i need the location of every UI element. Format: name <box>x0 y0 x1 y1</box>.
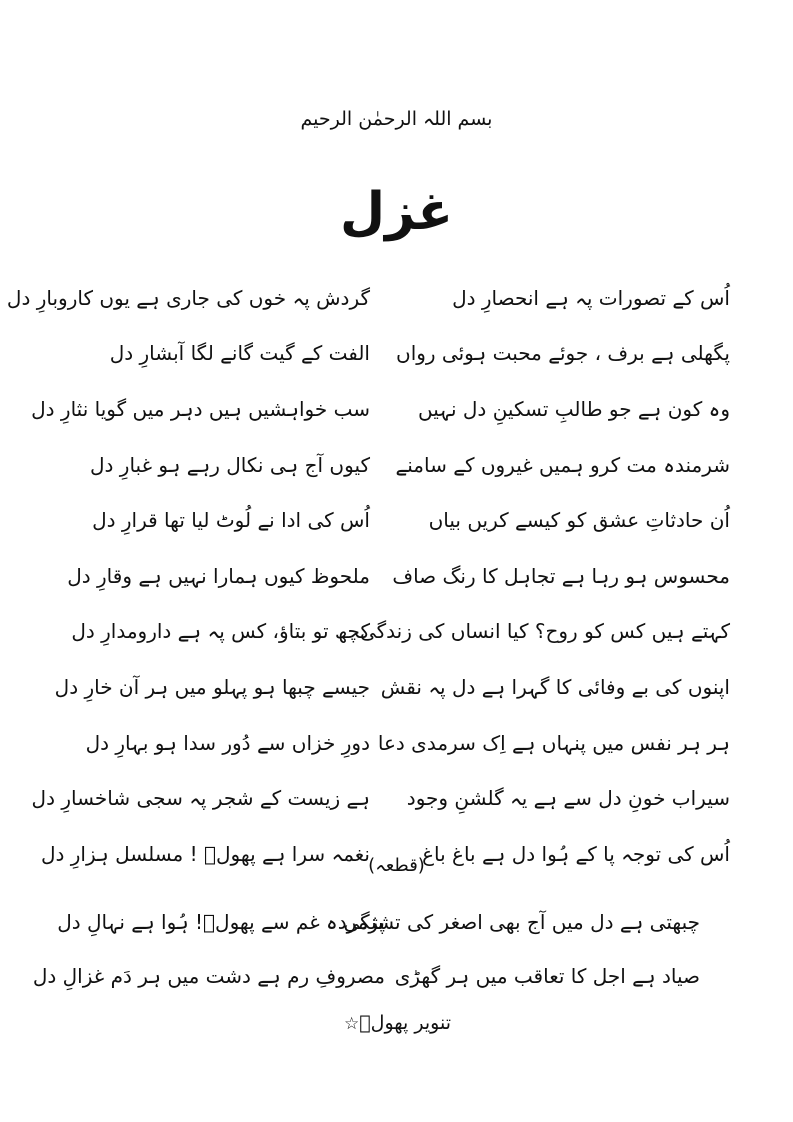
second-line: جیسے چبھا ہو پہلو میں ہر آن خارِ دل <box>54 674 370 699</box>
second-line: کیوں آج ہی نکال رہے ہو غبارِ دل <box>90 452 370 477</box>
couplet <box>40 437 740 493</box>
second-line: پژمردہ غم سے پھولؔ! ہُوا ہے نہالِ دل <box>57 910 385 934</box>
couplet <box>31 381 740 437</box>
couplet <box>40 659 740 715</box>
second-line: ملحوظ کیوں ہمارا نہیں ہے وقارِ دل <box>67 563 370 588</box>
first-line: اُن حادثاتِ عشق کو کیسے کریں بیاں <box>428 508 730 533</box>
ghazal-couplets <box>6 270 740 882</box>
second-line: اُس کی ادا نے لُوٹ لیا تھا قرارِ دل <box>92 508 370 533</box>
first-line: وہ کون ہے جو طالبِ تسکینِ دل نہیں <box>418 396 730 421</box>
first-line: محسوس ہو رہا ہے تجاہل کا رنگ صاف <box>392 563 730 588</box>
couplet <box>40 604 740 660</box>
first-line: کہتے ہیں کس کو روح؟ کیا انساں کی زندگی <box>359 619 730 644</box>
qita-label: (قطعہ) <box>368 855 425 876</box>
first-line: سیراب خونِ دل سے ہے یہ گلشنِ وجود <box>406 786 730 811</box>
first-line: اُس کے تصورات پہ ہے انحصارِ دل <box>452 285 730 310</box>
couplet <box>6 270 740 326</box>
first-line: اُس کی توجہ پا کے ہُوا دل ہے باغ باغ <box>422 841 730 866</box>
first-line: صیاد ہے اجل کا تعاقب میں ہر گھڑی <box>394 964 700 988</box>
second-line: ہے زیست کے شجر پہ سجی شاخسارِ دل <box>31 786 370 811</box>
couplet <box>40 492 740 548</box>
qita-block <box>32 895 710 1003</box>
second-line: کچھ تو بتاؤ، کس پہ ہے دارومدارِ دل <box>71 619 370 644</box>
second-line: سب خواہشیں ہیں دہر میں گویا نثارِ دل <box>31 396 370 421</box>
first-line: شرمندہ مت کرو ہمیں غیروں کے سامنے <box>395 452 730 477</box>
qita-couplet <box>32 949 710 1003</box>
second-line: مصروفِ رم ہے دشت میں ہر دَم غزالِ دل <box>32 964 385 988</box>
first-line: پگھلی ہے برف ، جوئے محبت ہوئی رواں <box>396 341 730 366</box>
second-line: دورِ خزاں سے دُور سدا ہو بہارِ دل <box>85 730 370 755</box>
poet-signature <box>0 1012 793 1034</box>
couplet <box>40 326 740 382</box>
second-line: نغمہ سرا ہے پھولؔ ! مسلسل ہزارِ دل <box>40 841 370 866</box>
second-line: گردش پہ خوں کی جاری ہے یوں کاروبارِ دل <box>6 285 370 310</box>
first-line: چبھتی ہے دل میں آج بھی اصغر کی تشنگی <box>343 910 700 934</box>
couplet <box>40 548 740 604</box>
couplet <box>31 770 740 826</box>
couplet <box>40 715 740 771</box>
second-line: الفت کے گیت گانے لگا آبشارِ دل <box>109 341 370 366</box>
star-icon: ☆ <box>344 1014 360 1034</box>
first-line: اپنوں کی بے وفائی کا گہرا ہے دل پہ نقش <box>380 674 730 699</box>
signature-name: تنویر پھولؔ <box>359 1012 451 1034</box>
first-line: ہر ہر نفس میں پنہاں ہے اِک سرمدی دعا <box>377 730 730 755</box>
page-title: غزل <box>340 182 453 242</box>
qita-couplet <box>57 895 710 949</box>
bismillah-heading: بسم اللہ الرحمٰن الرحیم <box>300 108 493 130</box>
